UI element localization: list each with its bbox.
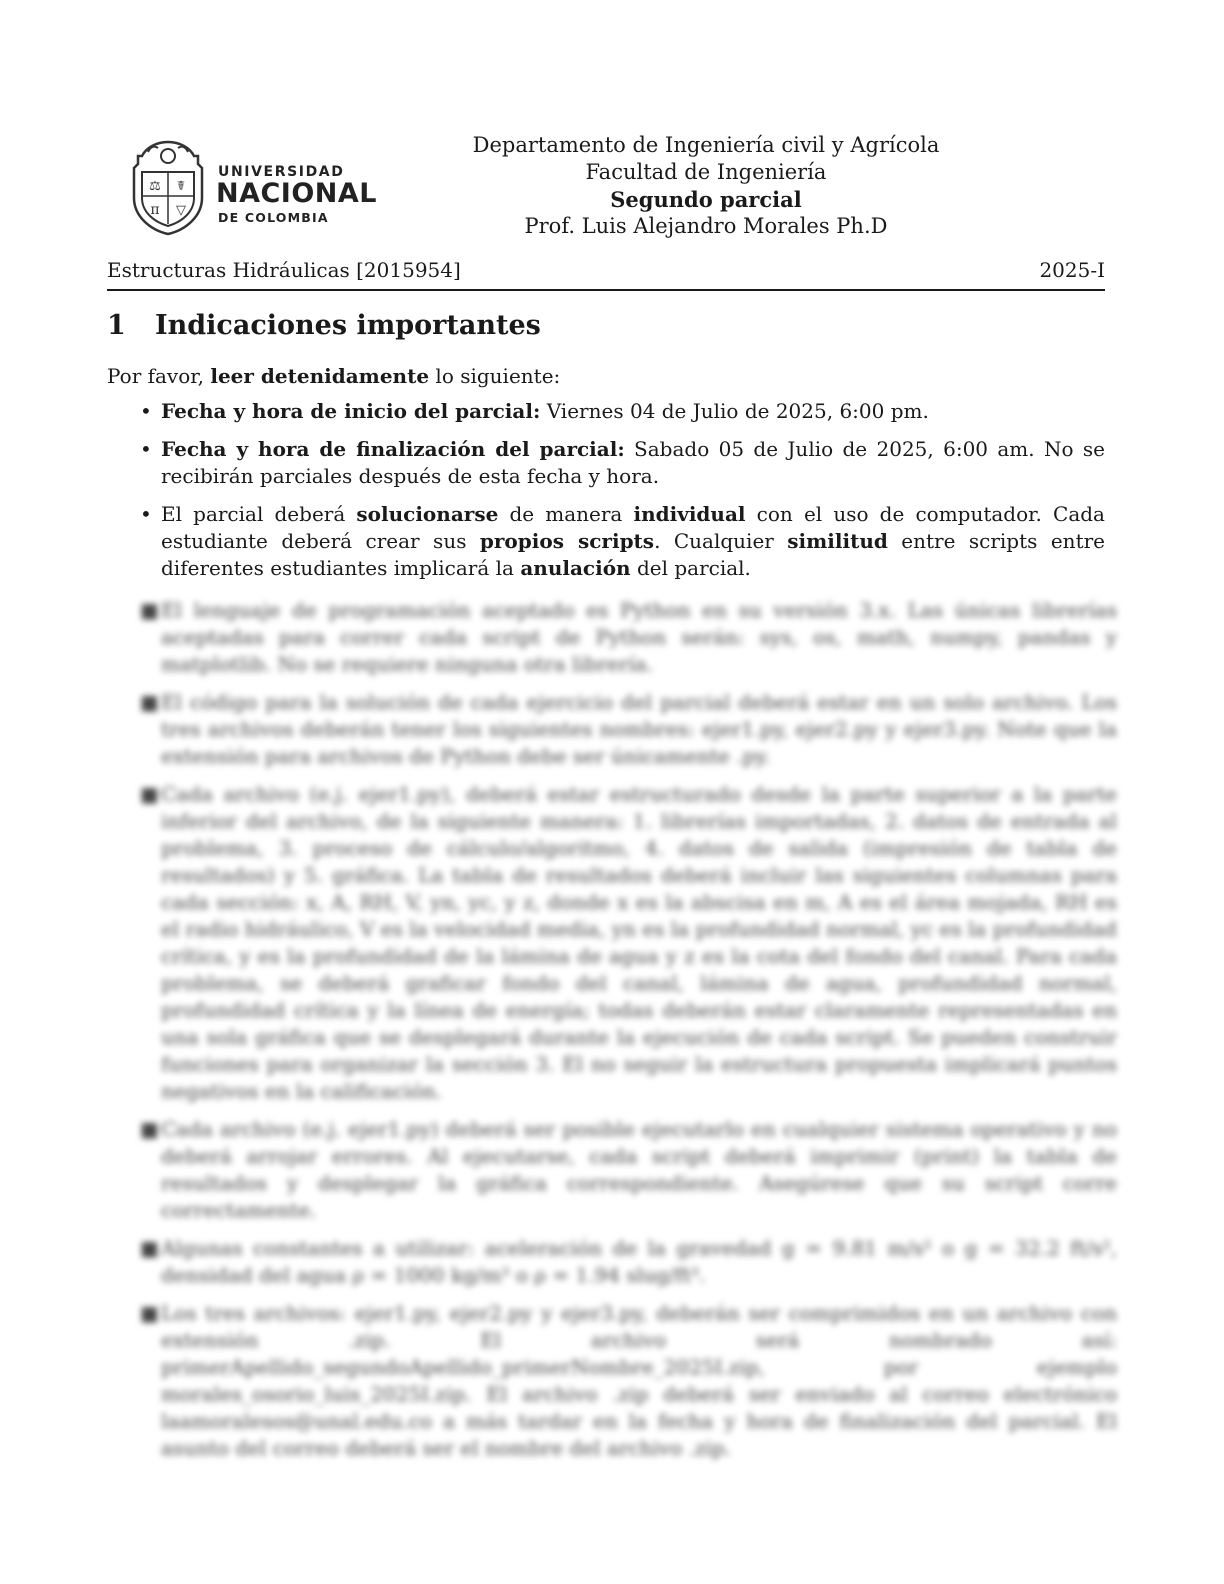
- item-text: Cada archivo (e.j. ejer1.py), deberá estar estructurado desde la parte superior a la parte inferior del archivo, de la siguiente manera: 1. librerías importadas, 2. datos de entrada al problema, 3. proceso de cálculo/algoritmo, 4. datos de salida (impresión de tabla de resultados) y 5. gráfica. La tabla de resultados deberá incluir las siguientes columnas para cada sección: x, A, RH, V, yn, yc, y z, donde x es la abscisa en m, A es el área mojada, RH es el radio hidráulico, V es la velocidad media, yn es la profundidad normal, yc es la profundidad crítica, y es la profundidad de la lámina de agua y z es la cota del fondo del canal. Para cada problema, se deberá graficar fondo del canal, lámina de agua, profundidad normal, profundidad crítica y la línea de energía; todas deberán estar claramente representadas en una sola gráfica que se desplegará durante la ejecución de cada script. Se pueden construir funciones para organizar la sección 3. El no seguir la estructura propuesta implicará puntos negativos en la calificación.: [161, 782, 1117, 1103]
- instructions-list: [107, 398, 1105, 593]
- course-term: 2025-I: [1039, 258, 1105, 282]
- intro-bold: leer detenidamente: [210, 364, 430, 388]
- item-label: Fecha y hora de finalización del parcial:: [161, 437, 625, 461]
- blurred-instructions-list: [107, 597, 1117, 1473]
- item-text: El lenguaje de programación aceptado es Python en su versión 3.x. Las únicas librerías aceptadas para correr cada script de Python serán: sys, os, math, numpy, pandas y matplotlib. No se requiere ninguna otra librería.: [161, 598, 1117, 676]
- list-item: [107, 501, 1105, 582]
- bullet-icon: •: [140, 437, 152, 461]
- item-bold: individual: [633, 502, 746, 526]
- list-item: [107, 597, 1117, 678]
- section-heading: [107, 310, 541, 341]
- section-title: Indicaciones importantes: [155, 310, 541, 341]
- list-item: [107, 689, 1117, 770]
- section-number: 1: [107, 310, 126, 341]
- list-item: [107, 1300, 1117, 1462]
- bullet-icon: ■: [140, 598, 159, 622]
- item-text: El código para la solución de cada ejercicio del parcial deberá estar en un solo archivo. Los tres archivos deberán tener los siguientes nombres: ejer1.py, ejer2.py y ejer3.py. Note que la extensión para archivos de Python debe ser únicamente .py.: [161, 690, 1117, 768]
- bullet-icon: •: [140, 399, 152, 423]
- item-text: Los tres archivos: ejer1.py, ejer2.py y ejer3.py, deberán ser comprimidos en un archivo con extensión .zip. El archivo será nombrado así: primerApellido_segundoApellido_primerNombre_2025I.zip, por ejemplo morales_osorio_luis_2025I.zip. El archivo .zip deberá ser enviado al correo electrónico laamoralesos@unal.edu.co a más tardar en la fecha y hora de finalización del parcial. El asunto del correo deberá ser el nombre del archivo .zip.: [161, 1301, 1117, 1460]
- svg-text:☤: ☤: [176, 179, 186, 194]
- department-name: Departamento de Ingeniería civil y Agrícola: [472, 133, 940, 157]
- bullet-icon: ■: [140, 1236, 159, 1260]
- logo-text-de-colombia: DE COLOMBIA: [218, 210, 329, 225]
- list-item: [107, 1235, 1117, 1289]
- svg-text:π: π: [150, 202, 160, 218]
- item-bold: similitud: [787, 529, 888, 553]
- item-text: entre scripts entre diferentes estudiantes implicará la: [161, 529, 1106, 580]
- logo-text-universidad: UNIVERSIDAD: [218, 164, 345, 180]
- item-bold: anulación: [520, 556, 631, 580]
- professor-name: Prof. Luis Alejandro Morales Ph.D: [524, 214, 888, 238]
- logo-text-nacional: NACIONAL: [216, 178, 378, 209]
- item-text: Cada archivo (e.j. ejer1.py) deberá ser posible ejecutarlo en cualquier sistema operativo y no deberá arrojar errores. Al ejecutarse, cada script deberá imprimir (print) la tabla de resultados y desplegar la gráfica correspondiente. Asegúrese que su script corre correctamente.: [161, 1117, 1117, 1222]
- item-text: Sabado 05 de Julio de 2025, 6:00 am. No se recibirán parciales después de esta fecha y hora.: [161, 437, 1105, 488]
- course-name: Estructuras Hidráulicas [2015954]: [107, 258, 461, 282]
- list-item: [107, 398, 1105, 425]
- bullet-icon: ■: [140, 1301, 159, 1325]
- item-text: . Cualquier: [654, 529, 788, 553]
- intro-suffix: lo siguiente:: [429, 364, 561, 388]
- bullet-icon: ■: [140, 782, 159, 806]
- document-header: [400, 132, 1012, 240]
- list-item: [107, 781, 1117, 1105]
- item-text: Algunas constantes a utilizar: aceleración de la gravedad g = 9.81 m/s² o g = 32.2 ft/s², densidad del agua ρ = 1000 kg/m³ o ρ = 1.94 slug/ft³.: [161, 1236, 1117, 1287]
- bullet-icon: •: [140, 502, 152, 526]
- svg-text:▽: ▽: [176, 203, 186, 218]
- university-logo: [128, 138, 378, 238]
- shield-crest-icon: [128, 138, 208, 236]
- header-divider: [107, 289, 1105, 291]
- svg-text:⚖: ⚖: [149, 179, 161, 194]
- faculty-name: Facultad de Ingeniería: [585, 160, 827, 184]
- intro-prefix: Por favor,: [107, 364, 211, 388]
- item-label: Fecha y hora de inicio del parcial:: [161, 399, 541, 423]
- list-item: [107, 436, 1105, 490]
- bullet-icon: ■: [140, 1117, 159, 1141]
- bullet-icon: ■: [140, 690, 159, 714]
- item-text: con el uso de computador. Cada estudiante deberá crear sus: [161, 502, 1105, 553]
- item-text: del parcial.: [630, 556, 751, 580]
- intro-paragraph: [107, 364, 560, 388]
- item-bold: solucionarse: [356, 502, 499, 526]
- item-text: El parcial deberá: [161, 502, 357, 526]
- list-item: [107, 1116, 1117, 1224]
- item-text: Viernes 04 de Julio de 2025, 6:00 pm.: [540, 399, 929, 423]
- course-info-row: [107, 258, 1105, 282]
- item-text: de manera: [498, 502, 634, 526]
- item-bold: propios scripts: [479, 529, 655, 553]
- exam-title: Segundo parcial: [610, 187, 802, 212]
